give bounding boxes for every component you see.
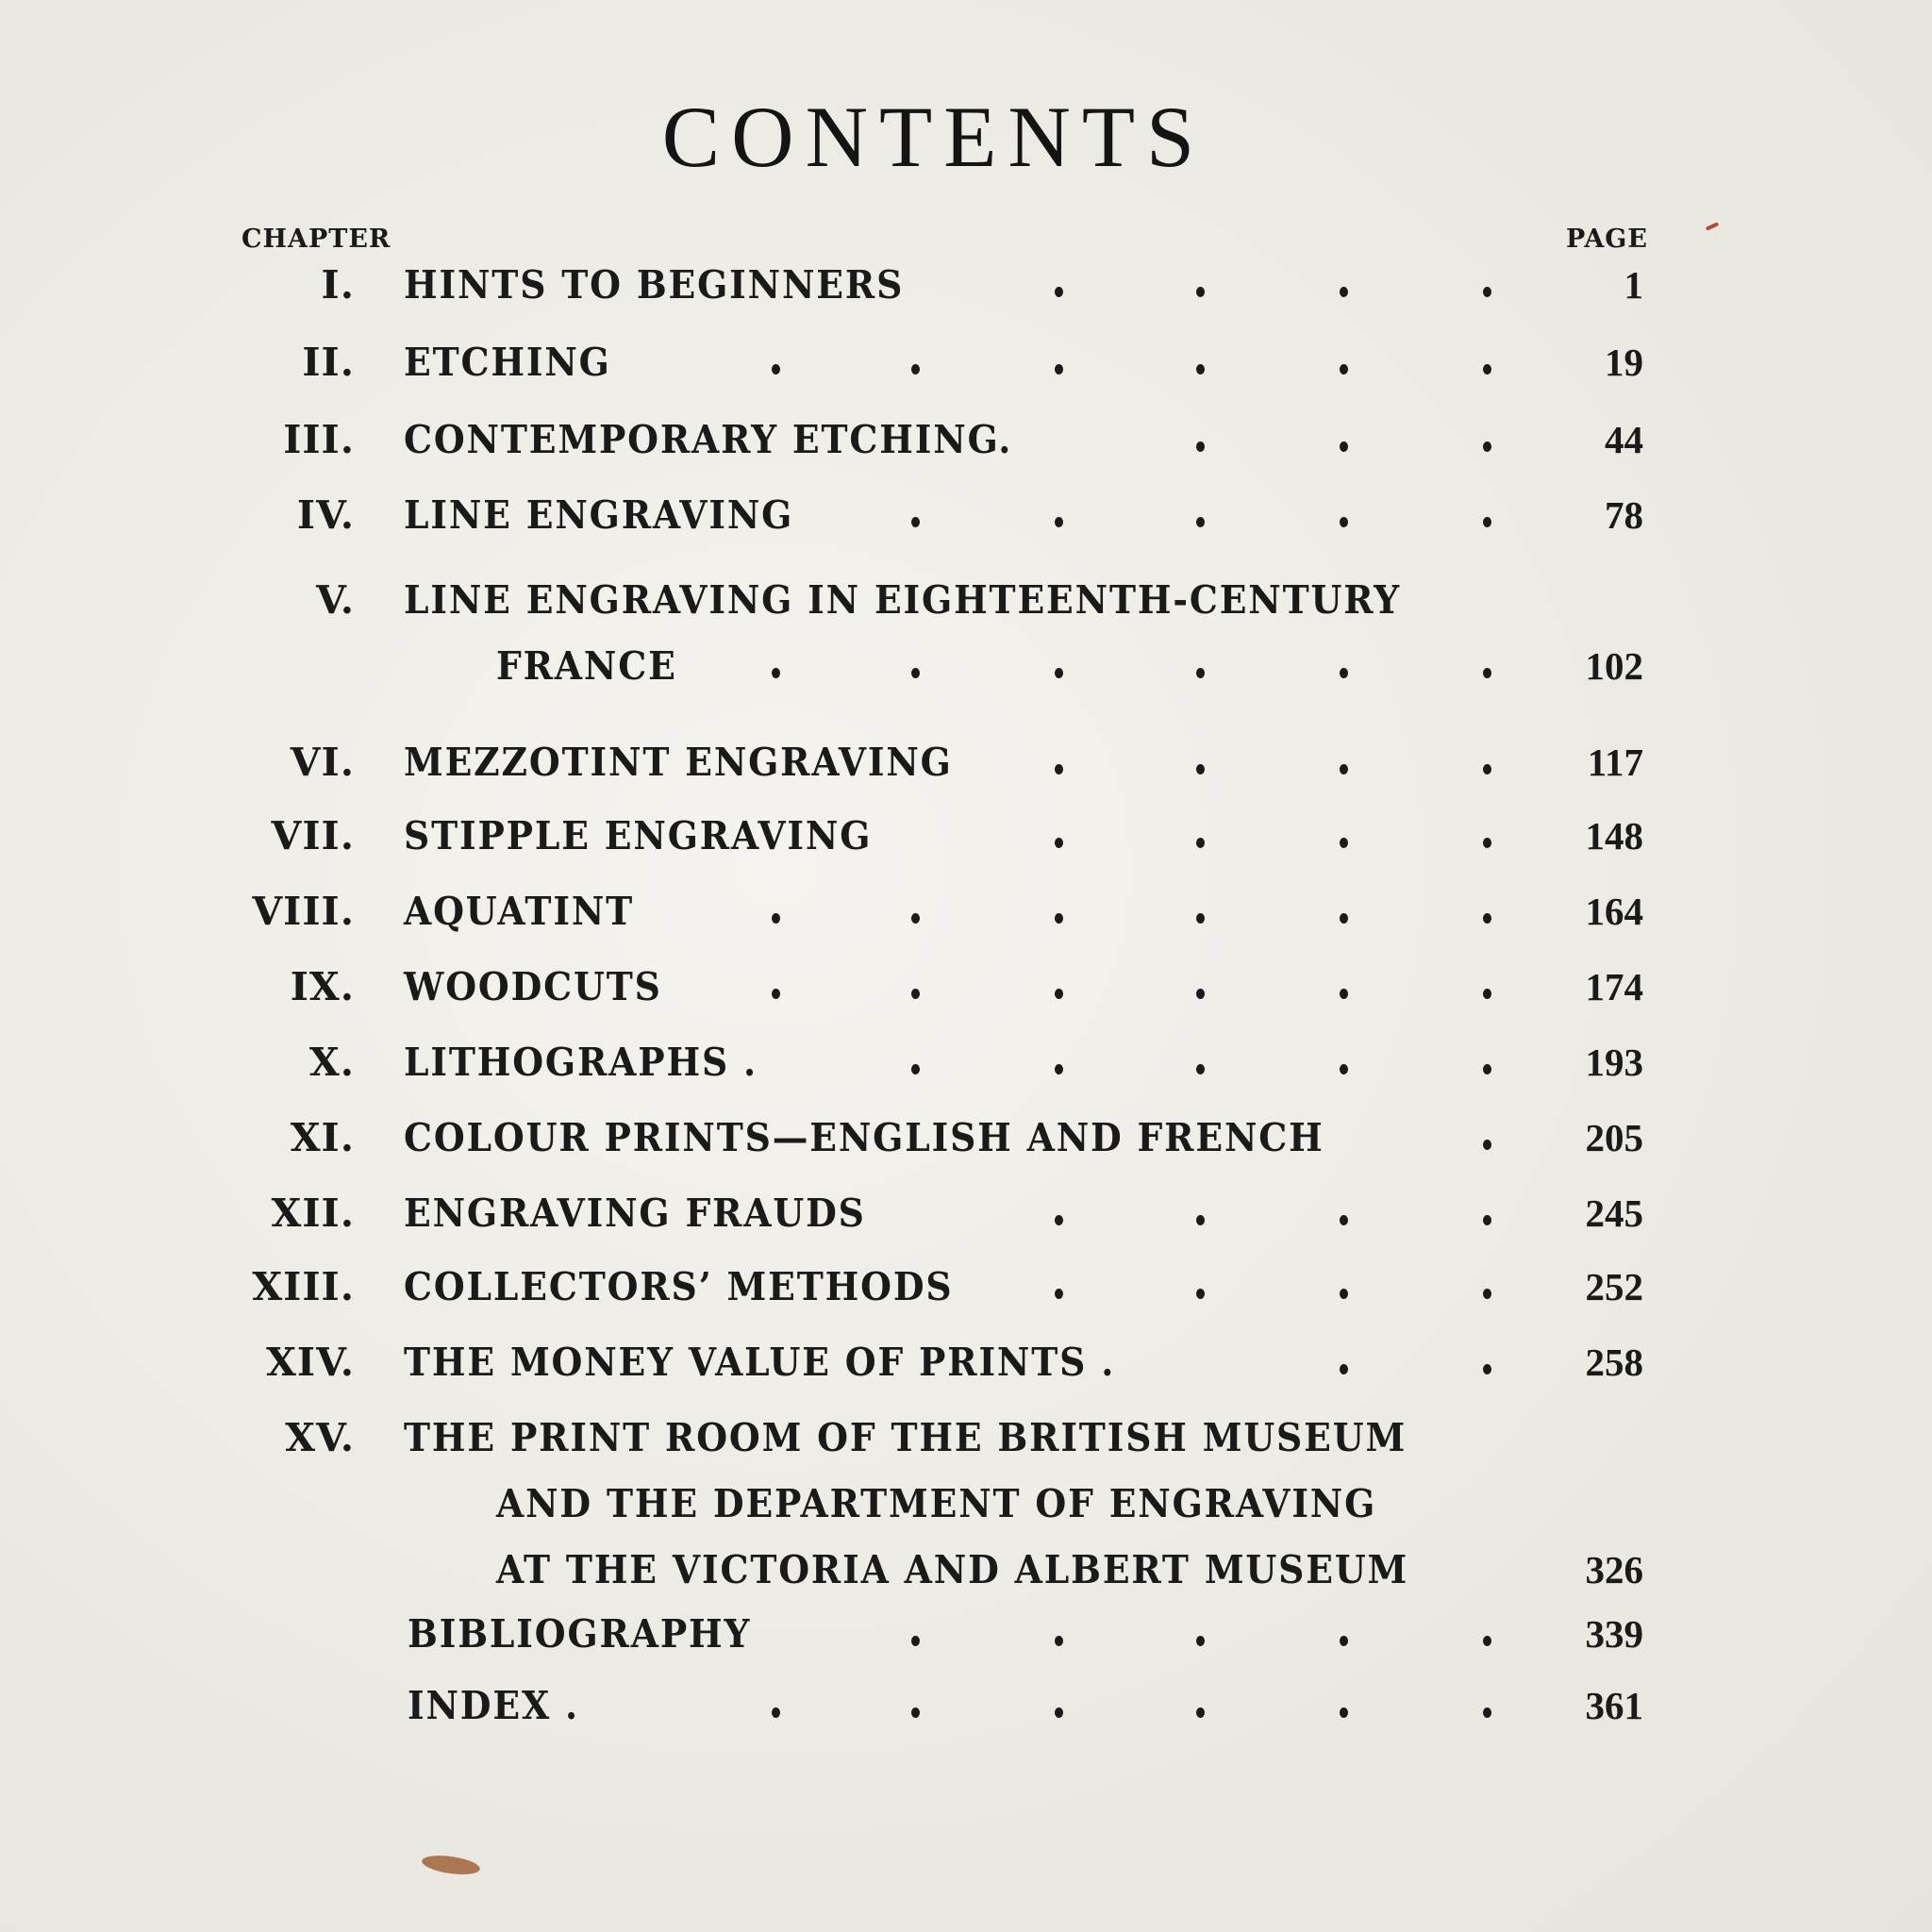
- leader-dot: [1196, 287, 1205, 297]
- leader-dot: [772, 364, 780, 375]
- leader-dot: [1340, 1364, 1348, 1374]
- chapter-number: XV.: [285, 1415, 355, 1460]
- chapter-number: IV.: [296, 492, 355, 538]
- chapter-title-line: WOODCUTS: [404, 964, 662, 1009]
- chapter-number: III.: [283, 417, 355, 462]
- leader-dot: [1196, 1707, 1205, 1718]
- toc-entry: [0, 262, 1932, 319]
- page-column-header: PAGE: [1566, 225, 1648, 254]
- chapter-title-line: LINE ENGRAVING IN EIGHTEENTH-CENTURY: [404, 577, 1402, 623]
- leader-dot: [1196, 668, 1205, 678]
- leader-dot: [1483, 1364, 1491, 1374]
- toc-entry: [0, 492, 1932, 549]
- leader-dot: [1483, 517, 1491, 527]
- leader-dot: [1483, 668, 1491, 678]
- page-number: 339: [1585, 1612, 1643, 1656]
- leader-dot: [1196, 364, 1205, 375]
- leader-dot: [1340, 1064, 1348, 1074]
- leader-dot: [1340, 838, 1348, 848]
- leader-dot: [1483, 1064, 1491, 1074]
- leader-dot: [1055, 364, 1063, 375]
- leader-dot: [911, 364, 920, 375]
- leader-dot: [1483, 287, 1491, 297]
- leader-dot: [1483, 838, 1491, 848]
- chapter-number: V.: [316, 577, 355, 623]
- page-title: CONTENTS: [661, 89, 1207, 185]
- leader-dot: [911, 989, 920, 999]
- leader-dot: [1055, 1707, 1063, 1718]
- page-number: 245: [1585, 1191, 1643, 1235]
- chapter-title-line: INDEX .: [408, 1683, 580, 1728]
- leader-dot: [1196, 1064, 1205, 1074]
- page-number: 205: [1585, 1116, 1643, 1159]
- toc-entry: [0, 417, 1932, 474]
- page-number: 361: [1585, 1684, 1643, 1727]
- leader-dot: [1340, 364, 1348, 375]
- leader-dot: [1196, 913, 1205, 924]
- leader-dot: [1055, 1289, 1063, 1299]
- page-number: 19: [1605, 341, 1643, 384]
- chapter-title-line: AND THE DEPARTMENT OF ENGRAVING: [496, 1481, 1377, 1526]
- page-number: 102: [1585, 644, 1643, 688]
- leader-dot: [911, 517, 920, 527]
- leader-dot: [1340, 668, 1348, 678]
- leader-dot: [1483, 1140, 1491, 1150]
- toc-entry: [0, 813, 1932, 870]
- leader-dot: [772, 668, 780, 678]
- leader-dot: [1340, 1707, 1348, 1718]
- leader-dot: [911, 913, 920, 924]
- chapter-title-line: CONTEMPORARY ETCHING.: [404, 417, 1013, 462]
- page-number: 164: [1585, 890, 1643, 933]
- leader-dot: [1196, 1289, 1205, 1299]
- leader-dot: [1483, 364, 1491, 375]
- leader-dot: [1340, 1215, 1348, 1225]
- leader-dot: [1340, 441, 1348, 452]
- toc-entry: [0, 964, 1932, 1021]
- leader-dot: [1055, 1636, 1063, 1646]
- leader-dot: [1340, 913, 1348, 924]
- chapter-column-header: CHAPTER: [242, 225, 391, 254]
- leader-dot: [1196, 1636, 1205, 1646]
- chapter-number: X.: [308, 1040, 355, 1085]
- paper-speck: [1706, 222, 1719, 231]
- toc-entry: [0, 889, 1932, 945]
- leader-dot: [1483, 1215, 1491, 1225]
- page-number: 44: [1605, 418, 1643, 461]
- leader-dot: [1196, 989, 1205, 999]
- chapter-number: VIII.: [252, 889, 355, 934]
- chapter-title-line: STIPPLE ENGRAVING: [404, 813, 873, 858]
- leader-dot: [1483, 989, 1491, 999]
- leader-dot: [1055, 668, 1063, 678]
- leader-dot: [772, 913, 780, 924]
- chapter-number: XII.: [271, 1191, 355, 1236]
- leader-dot: [1340, 989, 1348, 999]
- leader-dot: [1055, 1215, 1063, 1225]
- chapter-title-line: ENGRAVING FRAUDS: [404, 1191, 866, 1236]
- leader-dot: [1483, 1636, 1491, 1646]
- page-number: 174: [1585, 965, 1643, 1008]
- toc-entry: [0, 577, 1932, 700]
- chapter-title-line: FRANCE: [496, 643, 677, 689]
- chapter-title-line: COLOUR PRINTS—ENGLISH AND FRENCH: [404, 1115, 1324, 1160]
- leader-dot: [1196, 838, 1205, 848]
- chapter-title-line: COLLECTORS’ METHODS: [404, 1264, 954, 1309]
- leader-dot: [1196, 764, 1205, 774]
- leader-dot: [1196, 517, 1205, 527]
- chapter-number: XI.: [290, 1115, 355, 1160]
- toc-entry: [0, 740, 1932, 796]
- paper-stain: [421, 1853, 481, 1877]
- leader-dot: [1483, 913, 1491, 924]
- leader-dot: [1340, 517, 1348, 527]
- toc-entry: [0, 1415, 1932, 1604]
- page-number: 1: [1624, 263, 1643, 307]
- leader-dot: [1483, 1289, 1491, 1299]
- chapter-number: VI.: [290, 740, 355, 785]
- leader-dot: [1055, 287, 1063, 297]
- leader-dot: [1055, 764, 1063, 774]
- toc-entry: [0, 1683, 1932, 1740]
- leader-dot: [911, 1636, 920, 1646]
- chapter-number: II.: [302, 340, 355, 385]
- leader-dot: [772, 1707, 780, 1718]
- page-number: 326: [1585, 1548, 1643, 1591]
- chapter-number: I.: [321, 262, 355, 308]
- toc-entry: [0, 340, 1932, 396]
- toc-entry: [0, 1611, 1932, 1668]
- leader-dot: [911, 1707, 920, 1718]
- leader-dot: [1055, 517, 1063, 527]
- leader-dot: [911, 1064, 920, 1074]
- leader-dot: [1483, 1707, 1491, 1718]
- leader-dot: [1483, 764, 1491, 774]
- leader-dot: [1340, 287, 1348, 297]
- leader-dot: [1340, 764, 1348, 774]
- chapter-title-line: HINTS TO BEGINNERS: [404, 262, 905, 308]
- toc-entry: [0, 1340, 1932, 1396]
- page-number: 148: [1585, 814, 1643, 858]
- leader-dot: [1340, 1636, 1348, 1646]
- chapter-title-line: THE MONEY VALUE OF PRINTS .: [404, 1340, 1116, 1385]
- page-number: 78: [1605, 493, 1643, 537]
- leader-dot: [911, 668, 920, 678]
- chapter-title-line: MEZZOTINT ENGRAVING: [404, 740, 953, 785]
- leader-dot: [1055, 1064, 1063, 1074]
- page-number: 252: [1585, 1265, 1643, 1308]
- toc-entry: [0, 1264, 1932, 1321]
- chapter-title-line: THE PRINT ROOM OF THE BRITISH MUSEUM: [404, 1415, 1407, 1460]
- leader-dot: [1055, 838, 1063, 848]
- chapter-number: XIV.: [266, 1340, 355, 1385]
- chapter-number: VII.: [271, 813, 355, 858]
- chapter-title-line: LINE ENGRAVING: [404, 492, 794, 538]
- chapter-title-line: LITHOGRAPHS .: [404, 1040, 758, 1085]
- chapter-title-line: AT THE VICTORIA AND ALBERT MUSEUM: [496, 1547, 1409, 1592]
- toc-entry: [0, 1115, 1932, 1172]
- page-number: 117: [1587, 741, 1643, 784]
- chapter-title-line: BIBLIOGRAPHY: [408, 1611, 752, 1657]
- leader-dot: [772, 989, 780, 999]
- leader-dot: [1196, 441, 1205, 452]
- leader-dot: [1340, 1289, 1348, 1299]
- chapter-number: IX.: [290, 964, 355, 1009]
- toc-entry: [0, 1040, 1932, 1096]
- leader-dot: [1483, 441, 1491, 452]
- page-number: 193: [1585, 1041, 1643, 1084]
- leader-dot: [1055, 989, 1063, 999]
- chapter-number: XIII.: [252, 1264, 355, 1309]
- chapter-title-line: AQUATINT: [404, 889, 635, 934]
- page-number: 258: [1585, 1341, 1643, 1384]
- leader-dot: [1196, 1215, 1205, 1225]
- toc-entry: [0, 1191, 1932, 1247]
- chapter-title-line: ETCHING: [404, 340, 611, 385]
- leader-dot: [1055, 913, 1063, 924]
